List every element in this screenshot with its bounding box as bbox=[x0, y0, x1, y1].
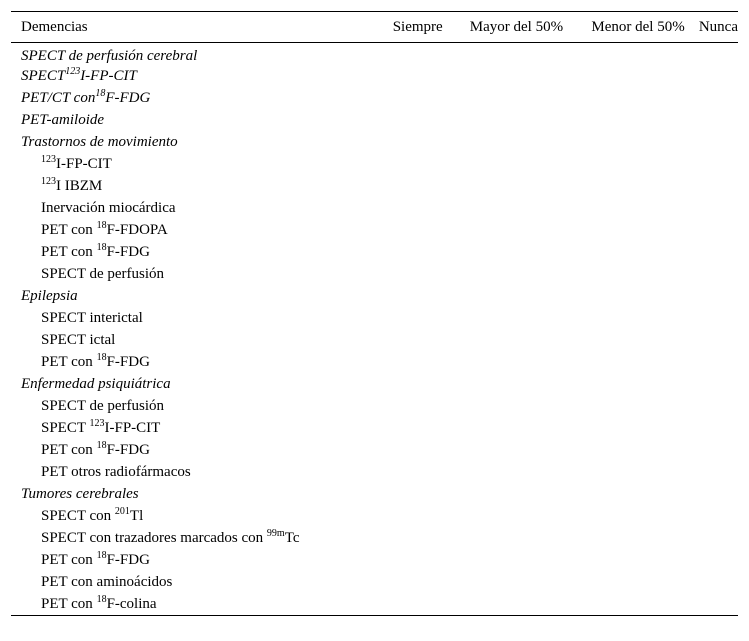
cell-mayor-50 bbox=[456, 263, 578, 285]
cell-menor-50 bbox=[577, 307, 699, 329]
technique-label bbox=[11, 571, 380, 593]
cell-menor-50 bbox=[577, 395, 699, 417]
cell-mayor-50 bbox=[456, 307, 578, 329]
category-row bbox=[11, 483, 738, 505]
category-label bbox=[11, 373, 380, 395]
cell-mayor-50 bbox=[456, 285, 578, 307]
cell-siempre bbox=[380, 461, 456, 483]
table-row bbox=[11, 351, 738, 373]
category-row bbox=[11, 43, 738, 66]
cell-nunca bbox=[699, 417, 738, 439]
cell-mayor-50 bbox=[456, 219, 578, 241]
survey-table bbox=[11, 11, 738, 616]
cell-menor-50 bbox=[577, 285, 699, 307]
cell-nunca bbox=[699, 395, 738, 417]
technique-label bbox=[11, 505, 380, 527]
table-row bbox=[11, 505, 738, 527]
header-demencias: Demencias bbox=[11, 12, 380, 43]
cell-siempre bbox=[380, 549, 456, 571]
label-text-suffix: F-colina bbox=[106, 595, 157, 612]
cell-siempre bbox=[380, 43, 456, 66]
cell-nunca bbox=[699, 461, 738, 483]
cell-nunca bbox=[699, 197, 738, 219]
category-label bbox=[11, 65, 380, 87]
cell-mayor-50 bbox=[456, 549, 578, 571]
cell-siempre bbox=[380, 219, 456, 241]
label-text: PET con bbox=[41, 244, 97, 260]
cell-siempre bbox=[380, 373, 456, 395]
cell-mayor-50 bbox=[456, 505, 578, 527]
isotope-superscript: 18 bbox=[96, 352, 107, 363]
technique-label bbox=[11, 219, 380, 241]
cell-siempre bbox=[380, 351, 456, 373]
cell-nunca bbox=[699, 483, 738, 505]
cell-nunca bbox=[699, 593, 738, 615]
isotope-superscript: 123 bbox=[89, 418, 105, 429]
cell-mayor-50 bbox=[456, 109, 578, 131]
label-text: SPECT bbox=[21, 68, 66, 84]
table-row bbox=[11, 571, 738, 593]
isotope-superscript: 18 bbox=[96, 242, 107, 253]
cell-menor-50 bbox=[577, 153, 699, 175]
table-row bbox=[11, 395, 738, 417]
cell-menor-50 bbox=[577, 549, 699, 571]
cell-nunca bbox=[699, 351, 738, 373]
cell-siempre bbox=[380, 153, 456, 175]
category-row bbox=[11, 285, 738, 307]
technique-label bbox=[11, 153, 380, 175]
label-text: SPECT con trazadores marcados con bbox=[41, 530, 267, 546]
category-row bbox=[11, 109, 738, 131]
cell-menor-50 bbox=[577, 219, 699, 241]
cell-menor-50 bbox=[577, 527, 699, 549]
category-row bbox=[11, 131, 738, 153]
label-text-suffix: I-FP-CIT bbox=[80, 68, 137, 84]
table-row bbox=[11, 307, 738, 329]
cell-menor-50 bbox=[577, 461, 699, 483]
cell-menor-50 bbox=[577, 593, 699, 615]
isotope-superscript: 123 bbox=[65, 66, 81, 77]
table-row bbox=[11, 417, 738, 439]
label-text: SPECT ictal bbox=[41, 332, 116, 348]
table-row bbox=[11, 461, 738, 483]
cell-mayor-50 bbox=[456, 329, 578, 351]
cell-mayor-50 bbox=[456, 417, 578, 439]
cell-mayor-50 bbox=[456, 439, 578, 461]
technique-label bbox=[11, 549, 380, 571]
label-text-suffix: F-FDG bbox=[106, 354, 150, 370]
cell-siempre bbox=[380, 197, 456, 219]
label-text: Trastornos de movimiento bbox=[21, 134, 178, 150]
cell-menor-50 bbox=[577, 351, 699, 373]
table-row bbox=[11, 219, 738, 241]
table-row bbox=[11, 175, 738, 197]
cell-nunca bbox=[699, 505, 738, 527]
technique-label bbox=[11, 197, 380, 219]
cell-menor-50 bbox=[577, 373, 699, 395]
label-text-suffix: I IBZM bbox=[56, 178, 103, 194]
cell-siempre bbox=[380, 439, 456, 461]
isotope-superscript: 99m bbox=[266, 528, 285, 539]
category-label bbox=[11, 109, 380, 131]
technique-label bbox=[11, 395, 380, 417]
cell-mayor-50 bbox=[456, 571, 578, 593]
table-row bbox=[11, 527, 738, 549]
technique-label bbox=[11, 329, 380, 351]
cell-siempre bbox=[380, 263, 456, 285]
technique-label bbox=[11, 307, 380, 329]
technique-label bbox=[11, 417, 380, 439]
cell-nunca bbox=[699, 439, 738, 461]
cell-mayor-50 bbox=[456, 241, 578, 263]
label-text: PET/CT con bbox=[21, 90, 96, 106]
label-text: Inervación miocárdica bbox=[41, 200, 176, 216]
cell-mayor-50 bbox=[456, 483, 578, 505]
isotope-superscript: 18 bbox=[95, 88, 106, 99]
cell-menor-50 bbox=[577, 65, 699, 87]
header-siempre: Siempre bbox=[380, 12, 456, 43]
technique-label bbox=[11, 527, 380, 549]
technique-label bbox=[11, 461, 380, 483]
cell-menor-50 bbox=[577, 131, 699, 153]
label-text-suffix: Tc bbox=[284, 530, 300, 546]
category-label bbox=[11, 131, 380, 153]
cell-nunca bbox=[699, 263, 738, 285]
cell-siempre bbox=[380, 307, 456, 329]
category-row bbox=[11, 87, 738, 109]
cell-menor-50 bbox=[577, 483, 699, 505]
header-menor-50: Menor del 50% bbox=[577, 12, 699, 43]
cell-siempre bbox=[380, 87, 456, 109]
cell-mayor-50 bbox=[456, 153, 578, 175]
label-text: SPECT de perfusión cerebral bbox=[21, 48, 198, 64]
cell-nunca bbox=[699, 175, 738, 197]
cell-siempre bbox=[380, 527, 456, 549]
label-text-suffix: F-FDG bbox=[106, 442, 150, 458]
cell-nunca bbox=[699, 527, 738, 549]
table-row bbox=[11, 549, 738, 571]
cell-mayor-50 bbox=[456, 373, 578, 395]
cell-siempre bbox=[380, 175, 456, 197]
label-text: SPECT de perfusión bbox=[41, 398, 165, 414]
cell-nunca bbox=[699, 65, 738, 87]
cell-siempre bbox=[380, 417, 456, 439]
header-mayor-50: Mayor del 50% bbox=[456, 12, 578, 43]
cell-nunca bbox=[699, 285, 738, 307]
cell-siempre bbox=[380, 109, 456, 131]
cell-mayor-50 bbox=[456, 593, 578, 615]
cell-siempre bbox=[380, 131, 456, 153]
table-container bbox=[11, 11, 738, 616]
label-text-suffix: Tl bbox=[129, 508, 144, 524]
cell-nunca bbox=[699, 571, 738, 593]
label-text: SPECT bbox=[41, 420, 90, 436]
cell-nunca bbox=[699, 549, 738, 571]
cell-siempre bbox=[380, 483, 456, 505]
label-text: Epilepsia bbox=[21, 288, 78, 304]
label-text: PET con bbox=[41, 595, 97, 612]
isotope-superscript: 123 bbox=[41, 176, 56, 187]
cell-mayor-50 bbox=[456, 197, 578, 219]
cell-mayor-50 bbox=[456, 131, 578, 153]
cell-menor-50 bbox=[577, 263, 699, 285]
cell-menor-50 bbox=[577, 571, 699, 593]
cell-nunca bbox=[699, 373, 738, 395]
cell-nunca bbox=[699, 87, 738, 109]
cell-mayor-50 bbox=[456, 395, 578, 417]
table-row bbox=[11, 439, 738, 461]
table-body bbox=[11, 43, 738, 616]
cell-menor-50 bbox=[577, 329, 699, 351]
label-text: PET con bbox=[41, 354, 97, 370]
label-text: PET con bbox=[41, 552, 97, 568]
cell-menor-50 bbox=[577, 197, 699, 219]
header-row bbox=[11, 12, 738, 43]
technique-label bbox=[11, 593, 380, 615]
isotope-superscript: 123 bbox=[41, 154, 56, 165]
cell-siempre bbox=[380, 65, 456, 87]
label-text-suffix: F-FDOPA bbox=[106, 222, 168, 238]
cell-nunca bbox=[699, 43, 738, 66]
cell-menor-50 bbox=[577, 505, 699, 527]
cell-siempre bbox=[380, 593, 456, 615]
category-row bbox=[11, 65, 738, 87]
cell-mayor-50 bbox=[456, 351, 578, 373]
cell-siempre bbox=[380, 285, 456, 307]
label-text: SPECT con bbox=[41, 508, 115, 524]
technique-label bbox=[11, 241, 380, 263]
category-label bbox=[11, 87, 380, 109]
label-text: PET con aminoácidos bbox=[41, 574, 173, 590]
technique-label bbox=[11, 175, 380, 197]
isotope-superscript: 201 bbox=[114, 506, 130, 517]
technique-label bbox=[11, 351, 380, 373]
table-row bbox=[11, 263, 738, 285]
label-text: Tumores cerebrales bbox=[21, 486, 139, 502]
cell-menor-50 bbox=[577, 175, 699, 197]
cell-mayor-50 bbox=[456, 461, 578, 483]
isotope-superscript: 18 bbox=[96, 550, 107, 561]
isotope-superscript: 18 bbox=[96, 593, 107, 605]
label-text: Enfermedad psiquiátrica bbox=[21, 376, 171, 392]
cell-siempre bbox=[380, 395, 456, 417]
cell-siempre bbox=[380, 505, 456, 527]
category-label bbox=[11, 483, 380, 505]
cell-siempre bbox=[380, 241, 456, 263]
category-label bbox=[11, 43, 380, 66]
label-text-suffix: F-FDG bbox=[106, 244, 150, 260]
label-text: PET otros radiofármacos bbox=[41, 464, 191, 480]
technique-label bbox=[11, 439, 380, 461]
label-text-suffix: I-FP-CIT bbox=[104, 420, 161, 436]
cell-mayor-50 bbox=[456, 43, 578, 66]
cell-menor-50 bbox=[577, 417, 699, 439]
table-row bbox=[11, 329, 738, 351]
cell-mayor-50 bbox=[456, 65, 578, 87]
cell-nunca bbox=[699, 241, 738, 263]
label-text: SPECT de perfusión bbox=[41, 266, 165, 282]
table-row bbox=[11, 593, 738, 615]
category-label bbox=[11, 285, 380, 307]
cell-siempre bbox=[380, 329, 456, 351]
label-text: PET con bbox=[41, 442, 97, 458]
cell-menor-50 bbox=[577, 241, 699, 263]
table-row bbox=[11, 153, 738, 175]
cell-menor-50 bbox=[577, 109, 699, 131]
isotope-superscript: 18 bbox=[96, 440, 107, 451]
cell-nunca bbox=[699, 131, 738, 153]
label-text: PET-amiloide bbox=[21, 112, 105, 128]
label-text-suffix: F-FDG bbox=[105, 90, 151, 106]
cell-mayor-50 bbox=[456, 527, 578, 549]
table-row bbox=[11, 197, 738, 219]
isotope-superscript: 18 bbox=[96, 220, 107, 231]
cell-nunca bbox=[699, 109, 738, 131]
cell-nunca bbox=[699, 153, 738, 175]
cell-nunca bbox=[699, 219, 738, 241]
cell-siempre bbox=[380, 571, 456, 593]
label-text: PET con bbox=[41, 222, 97, 238]
label-text-suffix: F-FDG bbox=[106, 552, 150, 568]
cell-menor-50 bbox=[577, 439, 699, 461]
technique-label bbox=[11, 263, 380, 285]
cell-nunca bbox=[699, 307, 738, 329]
label-text: SPECT interictal bbox=[41, 310, 143, 326]
cell-mayor-50 bbox=[456, 175, 578, 197]
cell-nunca bbox=[699, 329, 738, 351]
header-nunca: Nunca bbox=[699, 12, 738, 43]
cell-menor-50 bbox=[577, 87, 699, 109]
label-text-suffix: I-FP-CIT bbox=[56, 156, 112, 172]
category-row bbox=[11, 373, 738, 395]
cell-menor-50 bbox=[577, 43, 699, 66]
table-row bbox=[11, 241, 738, 263]
cell-mayor-50 bbox=[456, 87, 578, 109]
